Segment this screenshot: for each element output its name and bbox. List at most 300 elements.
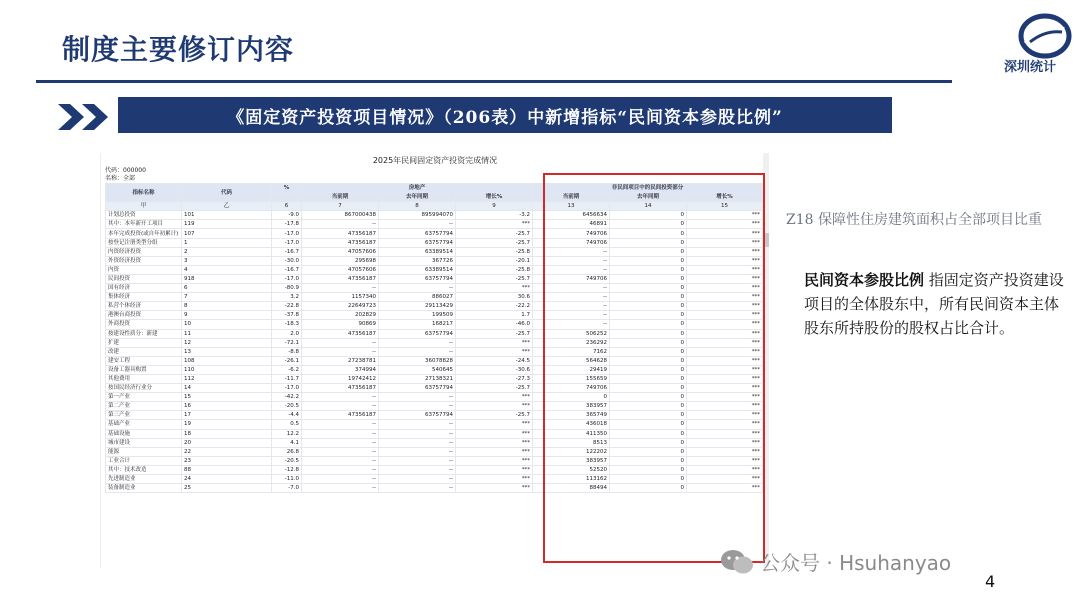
- table-cell: 能源: [106, 447, 182, 456]
- table-cell: 0: [610, 338, 687, 347]
- definition-text: [804, 268, 1066, 340]
- table-cell: 47356187: [302, 329, 379, 338]
- table-cell: 12: [182, 338, 272, 347]
- table-cell: 29419: [533, 365, 610, 374]
- table-cell: --: [302, 420, 379, 429]
- table-cell: ***: [687, 302, 763, 311]
- table-cell: 按建设性质分：新建: [106, 329, 182, 338]
- table-cell: 0: [610, 365, 687, 374]
- table-cell: 63757794: [379, 229, 456, 238]
- table-cell: 港澳台商投资: [106, 311, 182, 320]
- header-cell: 14: [610, 202, 687, 211]
- table-cell: 私营个体经济: [106, 302, 182, 311]
- table-cell: ***: [687, 238, 763, 247]
- table-cell: 3: [182, 256, 272, 265]
- table-cell: 749706: [533, 384, 610, 393]
- table-cell: --: [533, 311, 610, 320]
- header-cell: 代码: [182, 184, 272, 202]
- table-cell: -4.4: [272, 411, 302, 420]
- table-cell: 374994: [302, 365, 379, 374]
- table-cell: 749706: [533, 229, 610, 238]
- table-cell: 设备工器具购置: [106, 365, 182, 374]
- table-cell: ***: [687, 329, 763, 338]
- table-cell: -17.0: [272, 238, 302, 247]
- table-cell: ***: [456, 465, 533, 474]
- table-cell: 0: [610, 320, 687, 329]
- table-cell: ***: [456, 456, 533, 465]
- table-cell: -11.7: [272, 374, 302, 383]
- header-cell: 房地产: [302, 184, 533, 193]
- table-cell: 113162: [533, 475, 610, 484]
- table-cell: 0: [610, 484, 687, 493]
- table-cell: ***: [687, 484, 763, 493]
- table-cell: -8.8: [272, 347, 302, 356]
- table-cell: -16.7: [272, 265, 302, 274]
- table-cell: 本年完成投资(或自年初累计): [106, 229, 182, 238]
- table-cell: ***: [456, 447, 533, 456]
- watermark: [720, 547, 951, 576]
- table-cell: --: [379, 484, 456, 493]
- table-cell: -16.7: [272, 247, 302, 256]
- chevron-arrows-icon: [58, 104, 114, 130]
- table-cell: 47057606: [302, 247, 379, 256]
- table-cell: ***: [687, 384, 763, 393]
- definition-body: 指固定资产投资建设项目的全体股东中，所有民间资本主体股东所持股份的股权占比合计。: [804, 271, 1064, 337]
- table-cell: 20: [182, 438, 272, 447]
- table-cell: 47057606: [302, 265, 379, 274]
- table-cell: --: [379, 284, 456, 293]
- table-cell: ***: [687, 347, 763, 356]
- table-cell: 168217: [379, 320, 456, 329]
- table-cell: ***: [456, 338, 533, 347]
- table-cell: 295698: [302, 256, 379, 265]
- table-cell: 365749: [533, 411, 610, 420]
- table-cell: -25.7: [456, 384, 533, 393]
- table-cell: 7162: [533, 347, 610, 356]
- header-cell: 增长%: [687, 193, 763, 202]
- table-cell: 按国民经济行业分: [106, 384, 182, 393]
- table-cell: 0.5: [272, 420, 302, 429]
- table-cell: ***: [687, 402, 763, 411]
- table-cell: 29113429: [379, 302, 456, 311]
- table-cell: --: [302, 456, 379, 465]
- table-cell: 0: [610, 329, 687, 338]
- table-cell: -17.0: [272, 274, 302, 283]
- table-cell: --: [379, 338, 456, 347]
- table-cell: 0: [610, 247, 687, 256]
- table-cell: -24.5: [456, 356, 533, 365]
- table-cell: ***: [687, 247, 763, 256]
- table-cell: 0: [610, 429, 687, 438]
- table-cell: ***: [687, 311, 763, 320]
- table-cell: 367726: [379, 256, 456, 265]
- table-cell: --: [379, 393, 456, 402]
- header-cell: 当前期: [533, 193, 610, 202]
- table-cell: --: [379, 347, 456, 356]
- section-banner: 《固定资产投资项目情况》（206表）中新增指标“民间资本参股比例”: [118, 97, 892, 133]
- table-cell: -25.7: [456, 229, 533, 238]
- table-cell: 0: [610, 402, 687, 411]
- table-cell: 其中：技术改造: [106, 465, 182, 474]
- table-cell: -9.0: [272, 211, 302, 220]
- table-cell: 计划总投资: [106, 211, 182, 220]
- table-cell: ***: [687, 374, 763, 383]
- table-cell: -17.0: [272, 384, 302, 393]
- table-cell: 0: [610, 265, 687, 274]
- table-cell: 63757794: [379, 238, 456, 247]
- table-cell: -18.3: [272, 320, 302, 329]
- table-cell: ***: [687, 438, 763, 447]
- table-cell: ***: [687, 429, 763, 438]
- table-cell: ***: [687, 284, 763, 293]
- table-cell: -6.2: [272, 365, 302, 374]
- header-cell: 7: [302, 202, 379, 211]
- table-cell: 47356187: [302, 411, 379, 420]
- watermark-text: 公众号 · Hsuhanyao: [760, 551, 952, 575]
- table-cell: 第二产业: [106, 402, 182, 411]
- header-cell: 非民间项目中的民间投资部分: [533, 184, 763, 193]
- table-cell: -11.0: [272, 475, 302, 484]
- table-cell: 25: [182, 484, 272, 493]
- table-cell: 第一产业: [106, 393, 182, 402]
- table-cell: ***: [687, 229, 763, 238]
- table-cell: 0: [610, 311, 687, 320]
- table-cell: 11: [182, 329, 272, 338]
- table-cell: 8513: [533, 438, 610, 447]
- table-cell: -25.8: [456, 247, 533, 256]
- table-cell: 0: [610, 384, 687, 393]
- table-cell: 10: [182, 320, 272, 329]
- sheet-code-line: 代码：000000: [105, 167, 146, 174]
- table-cell: 236292: [533, 338, 610, 347]
- table-cell: -25.7: [456, 238, 533, 247]
- table-cell: ***: [687, 456, 763, 465]
- table-cell: 63757794: [379, 274, 456, 283]
- table-cell: 886027: [379, 293, 456, 302]
- table-cell: 0: [610, 356, 687, 365]
- table-cell: --: [379, 420, 456, 429]
- table-cell: -12.8: [272, 465, 302, 474]
- table-cell: 0: [610, 447, 687, 456]
- table-cell: -7.0: [272, 484, 302, 493]
- table-cell: 23: [182, 456, 272, 465]
- table-cell: 0: [610, 420, 687, 429]
- table-cell: 0: [610, 256, 687, 265]
- table-cell: 外资经济投资: [106, 256, 182, 265]
- table-cell: 6456634: [533, 211, 610, 220]
- table-cell: -20.1: [456, 256, 533, 265]
- header-cell: 8: [379, 202, 456, 211]
- table-cell: --: [302, 438, 379, 447]
- table-cell: 47356187: [302, 384, 379, 393]
- table-cell: 506252: [533, 329, 610, 338]
- table-cell: --: [379, 465, 456, 474]
- table-cell: -46.0: [456, 320, 533, 329]
- table-cell: --: [533, 256, 610, 265]
- table-cell: -30.0: [272, 256, 302, 265]
- table-cell: -26.1: [272, 356, 302, 365]
- table-cell: --: [302, 284, 379, 293]
- table-cell: 19: [182, 420, 272, 429]
- table-cell: 工业合计: [106, 456, 182, 465]
- table-cell: ***: [687, 411, 763, 420]
- table-cell: 基础产业: [106, 420, 182, 429]
- table-cell: ***: [687, 265, 763, 274]
- header-cell: 6: [272, 202, 302, 211]
- table-cell: -25.7: [456, 329, 533, 338]
- table-cell: 749706: [533, 238, 610, 247]
- table-cell: -25.7: [456, 411, 533, 420]
- table-cell: 0: [610, 229, 687, 238]
- table-cell: 110: [182, 365, 272, 374]
- table-cell: ***: [456, 393, 533, 402]
- table-cell: 47356187: [302, 238, 379, 247]
- table-cell: 63757794: [379, 411, 456, 420]
- table-cell: ***: [687, 447, 763, 456]
- table-cell: ***: [687, 420, 763, 429]
- table-cell: 383957: [533, 402, 610, 411]
- table-cell: --: [379, 456, 456, 465]
- table-cell: 101: [182, 211, 272, 220]
- table-cell: --: [533, 320, 610, 329]
- table-cell: 199509: [379, 311, 456, 320]
- table-cell: -22.2: [456, 302, 533, 311]
- logo-text: 深圳统计: [1004, 60, 1057, 75]
- table-cell: 895994070: [379, 211, 456, 220]
- table-cell: ***: [687, 256, 763, 265]
- table-cell: 集体经济: [106, 293, 182, 302]
- table-cell: 383957: [533, 456, 610, 465]
- table-cell: 0: [610, 302, 687, 311]
- table-cell: ***: [687, 356, 763, 365]
- table-cell: 52520: [533, 465, 610, 474]
- table-cell: 18: [182, 429, 272, 438]
- table-cell: ***: [456, 347, 533, 356]
- table-cell: -37.8: [272, 311, 302, 320]
- table-cell: -25.8: [456, 265, 533, 274]
- table-cell: 2.0: [272, 329, 302, 338]
- table-cell: --: [302, 429, 379, 438]
- table-cell: 19742412: [302, 374, 379, 383]
- table-cell: 0: [610, 347, 687, 356]
- table-cell: --: [302, 347, 379, 356]
- table-cell: --: [302, 338, 379, 347]
- table-cell: 内资经济投资: [106, 247, 182, 256]
- table-cell: 46891: [533, 220, 610, 229]
- table-cell: 47356187: [302, 274, 379, 283]
- table-cell: 3.2: [272, 293, 302, 302]
- table-cell: 16: [182, 402, 272, 411]
- table-cell: 155659: [533, 374, 610, 383]
- table-cell: 122202: [533, 447, 610, 456]
- table-cell: -17.8: [272, 220, 302, 229]
- header-cell: 甲: [106, 202, 182, 211]
- table-cell: 22649723: [302, 302, 379, 311]
- table-cell: --: [379, 402, 456, 411]
- definition-term: 民间资本参股比例: [804, 271, 925, 289]
- table-cell: -80.9: [272, 284, 302, 293]
- table-cell: 15: [182, 393, 272, 402]
- table-cell: ***: [687, 475, 763, 484]
- table-cell: 第三产业: [106, 411, 182, 420]
- header-cell: 去年同期: [379, 193, 456, 202]
- table-cell: -72.1: [272, 338, 302, 347]
- table-cell: 8: [182, 302, 272, 311]
- table-cell: --: [302, 393, 379, 402]
- table-cell: 26.8: [272, 447, 302, 456]
- table-cell: 民间投资: [106, 274, 182, 283]
- table-cell: 411350: [533, 429, 610, 438]
- table-cell: ***: [687, 393, 763, 402]
- table-cell: 按登记注册类型分组: [106, 238, 182, 247]
- slide-title: 制度主要修订内容: [62, 33, 295, 66]
- table-cell: 13: [182, 347, 272, 356]
- table-cell: ***: [687, 211, 763, 220]
- table-cell: -27.3: [456, 374, 533, 383]
- table-cell: 改建: [106, 347, 182, 356]
- table-cell: ***: [456, 484, 533, 493]
- table-cell: ***: [687, 274, 763, 283]
- wechat-icon: [720, 549, 754, 575]
- table-cell: 6: [182, 284, 272, 293]
- table-cell: --: [379, 438, 456, 447]
- table-cell: 0: [610, 411, 687, 420]
- table-cell: 107: [182, 229, 272, 238]
- title-underline: [36, 80, 952, 83]
- sheet-name-line: 名称：全部: [105, 175, 136, 182]
- table-cell: 14: [182, 384, 272, 393]
- table-cell: -3.2: [456, 211, 533, 220]
- table-cell: 扩建: [106, 338, 182, 347]
- table-cell: ***: [687, 220, 763, 229]
- table-cell: -42.2: [272, 393, 302, 402]
- header-cell: 乙: [182, 202, 272, 211]
- table-cell: 国有经济: [106, 284, 182, 293]
- table-cell: 内资: [106, 265, 182, 274]
- table-cell: ***: [456, 438, 533, 447]
- highlight-box: [543, 173, 765, 563]
- table-cell: 119: [182, 220, 272, 229]
- table-cell: 24: [182, 475, 272, 484]
- table-cell: --: [302, 465, 379, 474]
- table-cell: ***: [687, 365, 763, 374]
- table-cell: 装备制造业: [106, 484, 182, 493]
- header-cell: 增长%: [456, 193, 533, 202]
- table-cell: 城市建设: [106, 438, 182, 447]
- table-cell: 其他费用: [106, 374, 182, 383]
- table-cell: --: [302, 220, 379, 229]
- table-cell: --: [379, 220, 456, 229]
- header-cell: 9: [456, 202, 533, 211]
- table-cell: -25.7: [456, 274, 533, 283]
- table-cell: 749706: [533, 274, 610, 283]
- table-cell: --: [379, 447, 456, 456]
- table-cell: 22: [182, 447, 272, 456]
- header-cell: 指标名称: [106, 184, 182, 202]
- table-cell: 63757794: [379, 329, 456, 338]
- header-cell: [272, 193, 302, 202]
- table-cell: 0: [610, 220, 687, 229]
- table-cell: -20.5: [272, 456, 302, 465]
- table-cell: 47356187: [302, 229, 379, 238]
- table-cell: 0: [610, 211, 687, 220]
- table-cell: 建安工程: [106, 356, 182, 365]
- table-cell: --: [302, 447, 379, 456]
- table-cell: 先进制造业: [106, 475, 182, 484]
- table-cell: 0: [610, 238, 687, 247]
- table-cell: --: [302, 475, 379, 484]
- table-cell: 1157340: [302, 293, 379, 302]
- table-cell: --: [379, 475, 456, 484]
- side-note: Z18 保障性住房建筑面积占全部项目比重: [786, 212, 1042, 228]
- table-cell: --: [302, 484, 379, 493]
- table-cell: 63389514: [379, 265, 456, 274]
- table-cell: 0: [610, 456, 687, 465]
- table-cell: 540645: [379, 365, 456, 374]
- table-cell: 基础设施: [106, 429, 182, 438]
- table-cell: 0: [610, 438, 687, 447]
- header-cell: 去年同期: [610, 193, 687, 202]
- table-cell: 0: [610, 374, 687, 383]
- table-cell: ***: [456, 475, 533, 484]
- table-cell: -17.0: [272, 229, 302, 238]
- table-cell: ***: [456, 284, 533, 293]
- table-cell: ***: [687, 338, 763, 347]
- table-cell: 1: [182, 238, 272, 247]
- table-cell: --: [533, 247, 610, 256]
- table-cell: 63757794: [379, 384, 456, 393]
- table-cell: 12.2: [272, 429, 302, 438]
- table-cell: --: [302, 402, 379, 411]
- table-cell: --: [533, 284, 610, 293]
- table-cell: ***: [687, 320, 763, 329]
- table-cell: 30.6: [456, 293, 533, 302]
- table-cell: 27238781: [302, 356, 379, 365]
- table-cell: 88: [182, 465, 272, 474]
- header-cell: %: [272, 184, 302, 193]
- table-cell: 108: [182, 356, 272, 365]
- table-cell: 17: [182, 411, 272, 420]
- table-cell: ***: [687, 293, 763, 302]
- table-cell: 外商投资: [106, 320, 182, 329]
- table-cell: 436018: [533, 420, 610, 429]
- table-cell: 0: [610, 393, 687, 402]
- table-cell: 36078828: [379, 356, 456, 365]
- table-cell: 867000438: [302, 211, 379, 220]
- table-cell: --: [533, 302, 610, 311]
- table-cell: 88494: [533, 484, 610, 493]
- table-cell: 0: [610, 475, 687, 484]
- table-cell: 1.7: [456, 311, 533, 320]
- table-cell: 564628: [533, 356, 610, 365]
- table-cell: -30.6: [456, 365, 533, 374]
- table-cell: 其中：本年新开工项目: [106, 220, 182, 229]
- header-cell: 13: [533, 202, 610, 211]
- table-cell: ***: [456, 402, 533, 411]
- table-cell: 0: [610, 465, 687, 474]
- sheet-title: 2025年民间固定资产投资完成情况: [372, 156, 498, 165]
- table-cell: ***: [456, 420, 533, 429]
- table-cell: 0: [610, 293, 687, 302]
- table-cell: 2: [182, 247, 272, 256]
- table-cell: --: [379, 429, 456, 438]
- table-cell: 4: [182, 265, 272, 274]
- table-cell: ***: [456, 429, 533, 438]
- table-cell: ***: [456, 220, 533, 229]
- table-cell: 90869: [302, 320, 379, 329]
- table-cell: --: [533, 293, 610, 302]
- table-cell: --: [533, 265, 610, 274]
